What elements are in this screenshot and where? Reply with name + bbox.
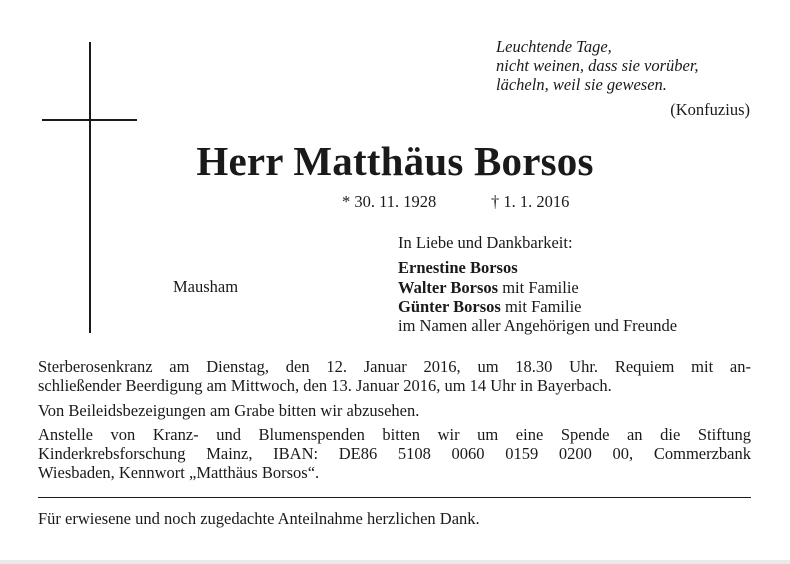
place-name: Mausham bbox=[173, 277, 239, 296]
quote-source: (Konfuzius) bbox=[670, 100, 750, 119]
mourner-entry bbox=[398, 278, 677, 297]
cross-vertical-bar bbox=[89, 42, 91, 333]
quote-line: Leuchtende Tage, bbox=[496, 37, 612, 56]
death-date: † 1. 1. 2016 bbox=[491, 192, 570, 211]
text-line: Anstelle von Kranz- und Blumenspenden bitten wir um eine Spende an die Stiftung bbox=[38, 424, 751, 444]
mourner-name: Günter Borsos bbox=[398, 296, 501, 316]
quote-line: nicht weinen, dass sie vorüber, bbox=[496, 56, 699, 75]
mourner-entry bbox=[398, 258, 677, 277]
condolence-paragraph bbox=[38, 401, 751, 420]
mourner-name: Ernestine Borsos bbox=[398, 258, 518, 278]
mourner-suffix: mit Familie bbox=[498, 277, 579, 297]
text-line: Von Beileidsbezeigungen am Grabe bitten wir abzusehen. bbox=[38, 400, 420, 420]
mourners-intro: In Liebe und Dankbarkeit: bbox=[398, 233, 573, 252]
quote-line: lächeln, weil sie gewesen. bbox=[496, 75, 667, 94]
service-details bbox=[38, 357, 751, 488]
mourner-entry bbox=[398, 297, 677, 316]
donation-paragraph bbox=[38, 425, 751, 483]
divider-rule bbox=[38, 497, 751, 498]
mourner-name: Walter Borsos bbox=[398, 277, 499, 297]
mourners-closing: im Namen aller Angehörigen und Freunde bbox=[398, 316, 678, 336]
mourners-block bbox=[398, 233, 677, 335]
text-line: Sterberosenkranz am Dienstag, den 12. Januar 2016, um 18.30 Uhr. Requiem mit an- bbox=[38, 357, 751, 376]
page-bottom-edge bbox=[0, 560, 790, 564]
deceased-name: Herr Matthäus Borsos bbox=[196, 138, 594, 184]
thanks-line: Für erwiesene und noch zugedachte Anteilnahme herzlichen Dank. bbox=[38, 509, 480, 528]
text-line: Wiesbaden, Kennwort „Matthäus Borsos“. bbox=[38, 463, 320, 483]
epitaph-quote bbox=[496, 37, 758, 94]
mourner-suffix: mit Familie bbox=[500, 296, 582, 316]
cross-horizontal-bar bbox=[42, 119, 137, 121]
text-line: Kinderkrebsforschung Mainz, IBAN: DE86 5108 0060 0159 0200 00, Commerzbank bbox=[38, 444, 751, 464]
birth-date: * 30. 11. 1928 bbox=[342, 192, 437, 211]
rosary-requiem-paragraph bbox=[38, 357, 751, 396]
text-line: schließender Beerdigung am Mittwoch, den 13. Januar 2016, um 14 Uhr in Bayerbach. bbox=[38, 376, 612, 396]
